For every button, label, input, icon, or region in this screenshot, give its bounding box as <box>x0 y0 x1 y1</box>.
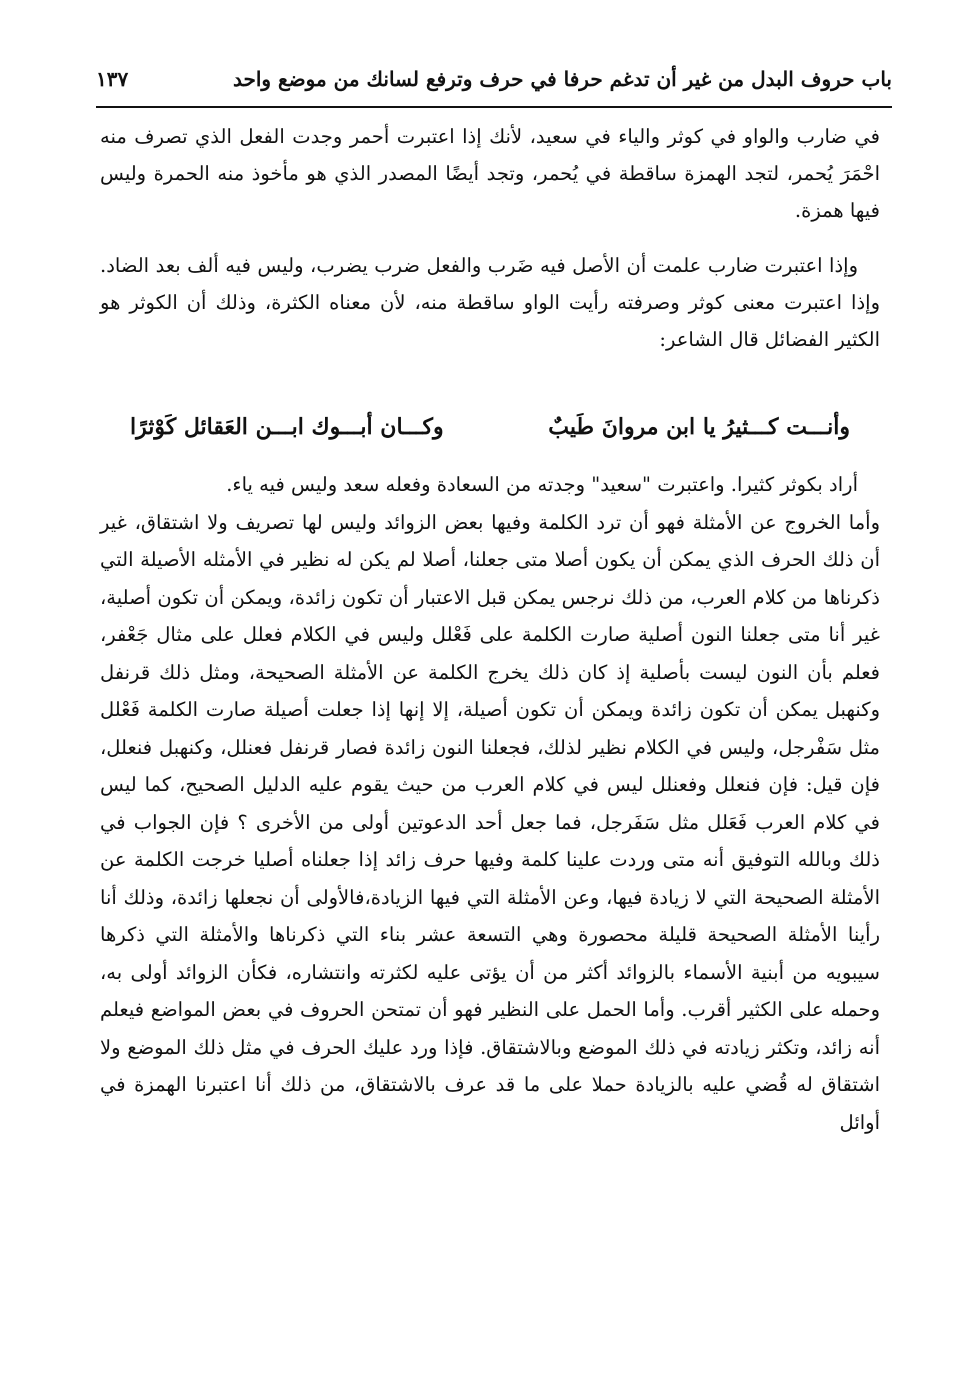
paragraph: وإذا اعتبرت ضارب علمت أن الأصل فيه ضَرب والفعل ضرب يضرب، وليس فيه ألف بعد الضاد. وإذا اعتبرت معنى كوثر وصرفته رأيت الواو ساقطة منه، لأن معناه الكثرة، وذلك أن الكوثر هو الكثير الفضائل قال الشاعر: <box>100 254 880 351</box>
verse-first-hemistich: وأنـــت كـــثيرُ يا ابن مروانَ طَيبٌ <box>548 414 850 440</box>
body-text-bottom <box>100 466 880 1141</box>
verse-second-hemistich: وكـــان أبـــوك ابـــن العَقائل كَوْثرًا <box>130 414 444 440</box>
body-text-top <box>100 118 880 358</box>
header-rule <box>96 106 892 108</box>
paragraph: وأما الخروج عن الأمثلة فهو أن ترد الكلمة وفيها بعض الزوائد وليس لها تصريف ولا اشتقاق، غير أن ذلك الحرف الذي يمكن أن يكون أصلا متى جعلنا، أصلا لم يكن له نظير في الأمثله الأصيلة التي ذكرناها من كلام العرب، من ذلك نرجس يمكن قبل الاعتبار أن تكون زائدة، ويمكن أن تكون أصلية، غير أنا متى جعلنا النون أصلية صارت الكلمة على فَعْلل وليس في الكلام فعلل على مثال جَعْفر، فعلم بأن النون ليست بأصلية إذ كان ذلك يخرج الكلمة عن الأمثلة الصحيحة، ومثل ذلك قرنفل وكنهبل يمكن أن تكون زائدة ويمكن أن تكون أصيلة، إلا إنها إذا جعلت أصيلة صارت الكلمة فَعْلل مثل سَفْرجل، وليس في الكلام نظير لذلك، فجعلنا النون زائدة فصار قرنفل فعنلل، وكنهبل فنعلل، فإن قيل: فإن فنعلل وفعنلل ليس في كلام العرب من حيث يقوم عليه الدليل الصحيح، كما ليس في كلام العرب فَعَلل مثل سَفَرجل، فما جعل أحد الدعوتين أولى من الأخرى ؟ فإن الجواب في ذلك وبالله التوفيق أنه متى وردت علينا كلمة وفيها حرف زائد إذا جعلناه أصليا خرجت الكلمة عن الأمثلة الصحيحة التي لا زيادة فيها، وعن الأمثلة التي فيها الزيادة،فالأولى أن نجعلها زائدة، وذلك أنا رأينا الأمثلة الصحيحة قليلة محصورة وهي التسعة عشر بناء التي ذكرناها والأمثلة التي ذكرها سيبويه من أبنية الأسماء بالزوائد أكثر من أن يؤتى عليه لكثرته وانتشاره، فكأن الزوائد أولى به، وحمله على الكثير أقرب. وأما الحمل على النظير فهو أن تمتحن الحروف في بعض المواضع فيعلم أنه زائد، وتكثر زيادته في ذلك الموضع وبالاشتقاق. فإذا ورد عليك الحرف في مثل ذلك الموضع ولا اشتقاق له قُضي عليه بالزيادة حملا على ما قد عرف بالاشتقاق، من ذلك أنا اعتبرنا الهمزة في أوائل <box>100 510 880 1134</box>
poetry-verse <box>100 405 880 449</box>
paragraph: في ضارب والواو في كوثر والياء في سعيد، لأنك إذا اعتبرت أحمر وجدت الفعل الذي تصرف منه احْمَرَ يُحمر، لتجد الهمزة ساقطة في يُحمر، وتجد أيضًا المصدر الذي هو مأخوذ منه الحمرة وليس فيها همزة. <box>100 125 880 222</box>
page-number: ١٣٧ <box>96 67 129 91</box>
running-header <box>96 60 892 98</box>
header-title: باب حروف البدل من غير أن تدغم حرفا في حرف وترفع لسانك من موضع واحد <box>232 67 892 91</box>
paragraph: أراد بكوثر كثيرا. واعتبرت "سعيد" وجدته من السعادة وفعله سعد وليس فيه ياء. <box>226 473 858 496</box>
